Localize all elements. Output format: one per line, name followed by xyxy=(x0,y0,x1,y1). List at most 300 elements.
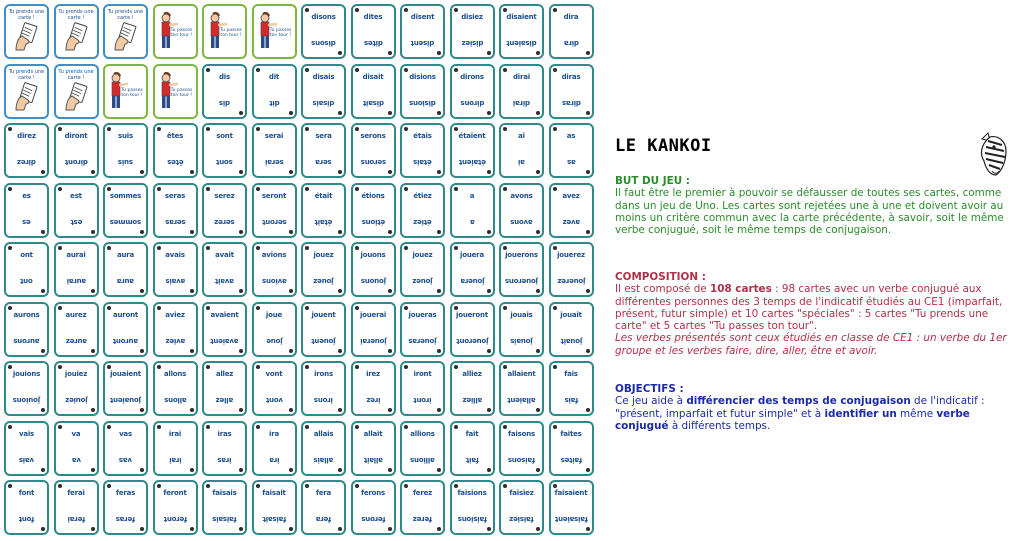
verb-card[interactable] xyxy=(351,242,396,297)
verb-label-flipped: dira xyxy=(563,39,579,47)
special-label: Tu passes ton tour ! xyxy=(170,28,193,38)
corner-dot xyxy=(305,246,309,250)
corner-dot xyxy=(157,187,161,191)
verb-label: faisons xyxy=(508,429,535,438)
corner-dot xyxy=(305,8,309,12)
verb-card[interactable] xyxy=(549,361,594,416)
verb-label: faisaient xyxy=(554,489,588,497)
verb-label-flipped: jouions xyxy=(12,396,41,404)
verb-label: es xyxy=(22,191,31,200)
corner-dot xyxy=(8,246,12,250)
verb-card[interactable] xyxy=(252,123,297,178)
verb-card[interactable] xyxy=(4,361,49,416)
corner-dot xyxy=(437,468,441,472)
special-label: Tu prends une carte ! xyxy=(8,68,45,81)
verb-card[interactable] xyxy=(450,4,495,59)
corner-dot xyxy=(190,349,194,353)
special-label: Tu passes ton tour ! xyxy=(269,28,292,38)
verb-card[interactable] xyxy=(202,64,247,119)
corner-dot xyxy=(8,365,12,369)
corner-dot xyxy=(190,289,194,293)
verb-card[interactable] xyxy=(202,480,247,535)
corner-dot xyxy=(305,425,309,429)
verb-card[interactable] xyxy=(103,123,148,178)
corner-dot xyxy=(107,187,111,191)
corner-dot xyxy=(338,408,342,412)
special-card-take[interactable] xyxy=(4,4,49,59)
verb-card[interactable] xyxy=(549,242,594,297)
special-card-pass[interactable] xyxy=(153,64,198,119)
verb-label: ont xyxy=(20,251,33,259)
verb-label-flipped: êtes xyxy=(166,158,184,166)
corner-dot xyxy=(355,68,359,72)
composition-heading: COMPOSITION : xyxy=(615,271,706,283)
verb-card[interactable] xyxy=(4,480,49,535)
corner-dot xyxy=(206,484,210,488)
corner-dot xyxy=(256,246,260,250)
corner-dot xyxy=(289,408,293,412)
verb-label: dirons xyxy=(460,72,484,81)
verb-card[interactable] xyxy=(301,64,346,119)
verb-card[interactable] xyxy=(549,64,594,119)
verb-card[interactable] xyxy=(499,421,544,476)
obj-b2: identifier un xyxy=(824,407,897,420)
composition-p1: Il est composé de xyxy=(615,283,710,296)
corner-dot xyxy=(239,170,243,174)
corner-dot xyxy=(206,365,210,369)
corner-dot xyxy=(289,349,293,353)
verb-card[interactable] xyxy=(54,123,99,178)
corner-dot xyxy=(190,230,194,234)
verb-label-flipped: jouez xyxy=(313,277,334,285)
verb-card[interactable] xyxy=(301,361,346,416)
corner-dot xyxy=(454,187,458,191)
verb-label: allais xyxy=(313,429,334,438)
verb-card[interactable] xyxy=(450,123,495,178)
verb-card[interactable] xyxy=(4,421,49,476)
corner-dot xyxy=(107,484,111,488)
corner-dot xyxy=(239,111,243,115)
verb-card[interactable] xyxy=(351,480,396,535)
corner-dot xyxy=(388,111,392,115)
corner-dot xyxy=(355,187,359,191)
verb-label-flipped: ont xyxy=(20,277,33,285)
verb-card[interactable] xyxy=(450,480,495,535)
corner-dot xyxy=(503,306,507,310)
corner-dot xyxy=(536,408,540,412)
verb-card[interactable] xyxy=(54,361,99,416)
composition-italic: Les verbes présentés sont ceux étudiés en classe de CE1 : un verbe du 1er groupe et les verbes faire, dire, aller, être et avoir. xyxy=(615,332,1007,357)
verb-card[interactable] xyxy=(54,480,99,535)
verb-card[interactable] xyxy=(400,123,445,178)
verb-label: aurons xyxy=(13,310,40,319)
verb-card[interactable] xyxy=(400,361,445,416)
verb-label: disais xyxy=(312,72,335,81)
stop-person-icon xyxy=(257,12,279,52)
verb-label-flipped: irez xyxy=(366,396,380,404)
verb-label-flipped: faisais xyxy=(212,515,237,523)
verb-label: feras xyxy=(115,489,136,497)
verb-label-flipped: allons xyxy=(163,396,187,404)
verb-label: allions xyxy=(410,429,435,438)
verb-card[interactable] xyxy=(153,242,198,297)
verb-label: jouera xyxy=(460,251,484,259)
verb-card[interactable] xyxy=(202,242,247,297)
verb-card[interactable] xyxy=(549,183,594,238)
corner-dot xyxy=(58,425,62,429)
corner-dot xyxy=(338,468,342,472)
verb-card[interactable] xyxy=(54,302,99,357)
corner-dot xyxy=(8,127,12,131)
corner-dot xyxy=(586,408,590,412)
corner-dot xyxy=(404,365,408,369)
verb-card[interactable] xyxy=(499,64,544,119)
verb-label-flipped: ai xyxy=(518,158,525,166)
zebra-icon xyxy=(972,131,1012,177)
verb-card[interactable] xyxy=(153,480,198,535)
verb-card[interactable] xyxy=(202,421,247,476)
verb-label: ferons xyxy=(360,489,385,497)
verb-card[interactable] xyxy=(153,183,198,238)
corner-dot xyxy=(157,246,161,250)
corner-dot xyxy=(355,365,359,369)
verb-card[interactable] xyxy=(301,242,346,297)
corner-dot xyxy=(239,408,243,412)
verb-label-flipped: joue xyxy=(265,336,283,345)
verb-card[interactable] xyxy=(351,302,396,357)
verb-card[interactable] xyxy=(351,123,396,178)
verb-label: vas xyxy=(119,429,132,438)
verb-label: disions xyxy=(409,72,436,81)
verb-label: irai xyxy=(168,429,182,438)
verb-card[interactable] xyxy=(153,361,198,416)
verb-label-flipped: font xyxy=(18,515,35,523)
verb-card[interactable] xyxy=(450,361,495,416)
corner-dot xyxy=(586,230,590,234)
verb-label-flipped: ira xyxy=(269,455,279,464)
corner-dot xyxy=(91,349,95,353)
verb-label-flipped: sera xyxy=(315,158,332,166)
verb-card[interactable] xyxy=(400,421,445,476)
corner-dot xyxy=(256,187,260,191)
verb-label-flipped: allaient xyxy=(507,396,536,404)
stop-person-icon xyxy=(207,12,229,52)
verb-card[interactable] xyxy=(252,361,297,416)
special-card-take[interactable] xyxy=(54,4,99,59)
verb-label: avions xyxy=(261,251,287,259)
corner-dot xyxy=(338,170,342,174)
verb-card[interactable] xyxy=(54,421,99,476)
corner-dot xyxy=(388,230,392,234)
verb-label: direz xyxy=(17,132,36,140)
corner-dot xyxy=(487,349,491,353)
special-card-take[interactable] xyxy=(54,64,99,119)
verb-label-flipped: aurai xyxy=(66,277,86,285)
verb-label-flipped: seras xyxy=(164,217,186,226)
verb-card[interactable] xyxy=(549,4,594,59)
verb-card[interactable] xyxy=(400,183,445,238)
composition-section xyxy=(615,271,1010,357)
special-label: Tu passes ton tour ! xyxy=(121,87,143,98)
corner-dot xyxy=(388,468,392,472)
corner-dot xyxy=(289,468,293,472)
verb-card[interactable] xyxy=(549,421,594,476)
verb-card[interactable] xyxy=(54,242,99,297)
verb-label: jouaient xyxy=(110,370,141,378)
verb-card[interactable] xyxy=(4,183,49,238)
corner-dot xyxy=(239,527,243,531)
verb-label-flipped: ferai xyxy=(67,515,85,523)
corner-dot xyxy=(190,170,194,174)
verb-label-flipped: ferons xyxy=(361,515,386,523)
corner-dot xyxy=(8,187,12,191)
corner-dot xyxy=(503,484,507,488)
verb-card[interactable] xyxy=(301,421,346,476)
corner-dot xyxy=(536,468,540,472)
corner-dot xyxy=(58,246,62,250)
verb-label-flipped: étiez xyxy=(413,217,432,226)
verb-label-flipped: allait xyxy=(363,455,383,464)
card-grid xyxy=(4,4,604,537)
corner-dot xyxy=(190,468,194,472)
verb-card[interactable] xyxy=(202,361,247,416)
verb-card[interactable] xyxy=(103,480,148,535)
verb-card[interactable] xyxy=(301,183,346,238)
verb-card[interactable] xyxy=(103,421,148,476)
verb-card[interactable] xyxy=(499,242,544,297)
verb-label-flipped: feront xyxy=(163,515,187,523)
verb-label-flipped: suis xyxy=(118,158,133,166)
verb-card[interactable] xyxy=(252,64,297,119)
verb-label-flipped: vais xyxy=(18,455,35,464)
verb-label-flipped: disais xyxy=(312,98,335,107)
corner-dot xyxy=(157,365,161,369)
verb-label-flipped: dit xyxy=(268,98,280,107)
verb-card[interactable] xyxy=(499,183,544,238)
verb-card[interactable] xyxy=(400,242,445,297)
verb-card[interactable] xyxy=(252,183,297,238)
verb-label-flipped: avait xyxy=(215,277,234,285)
verb-card[interactable] xyxy=(103,361,148,416)
corner-dot xyxy=(239,230,243,234)
special-card-pass[interactable] xyxy=(103,64,148,119)
corner-dot xyxy=(338,230,342,234)
special-card-pass[interactable] xyxy=(202,4,247,59)
verb-card[interactable] xyxy=(252,480,297,535)
special-label: Tu prends une carte ! xyxy=(58,9,94,21)
verb-label-flipped: avons xyxy=(510,217,533,226)
corner-dot xyxy=(404,306,408,310)
verb-label-flipped: jouera xyxy=(460,277,484,285)
verb-card[interactable] xyxy=(450,64,495,119)
corner-dot xyxy=(503,425,507,429)
verb-label: fera xyxy=(315,489,332,497)
obj-b1: différencier des temps de conjugaison xyxy=(686,395,911,408)
verb-card[interactable] xyxy=(252,421,297,476)
verb-card[interactable] xyxy=(301,480,346,535)
verb-card[interactable] xyxy=(400,64,445,119)
verb-card[interactable] xyxy=(400,480,445,535)
verb-card[interactable] xyxy=(450,183,495,238)
verb-card[interactable] xyxy=(351,361,396,416)
special-label: Tu passes ton tour ! xyxy=(170,87,193,98)
corner-dot xyxy=(206,246,210,250)
verb-card[interactable] xyxy=(549,123,594,178)
verb-card[interactable] xyxy=(450,242,495,297)
verb-label: jouerai xyxy=(359,310,387,319)
verb-label: jouais xyxy=(510,310,533,319)
verb-label: disaient xyxy=(506,13,537,21)
verb-label: jouerons xyxy=(505,251,538,259)
verb-card[interactable] xyxy=(103,242,148,297)
verb-label-flipped: vas xyxy=(119,455,132,464)
objectifs-section xyxy=(615,383,1010,432)
verb-label: irons xyxy=(314,370,333,378)
verb-card[interactable] xyxy=(4,123,49,178)
special-card-take[interactable] xyxy=(103,4,148,59)
corner-dot xyxy=(256,68,260,72)
verb-label-flipped: étions xyxy=(361,217,385,226)
verb-card[interactable] xyxy=(202,123,247,178)
corner-dot xyxy=(388,408,392,412)
corner-dot xyxy=(206,425,210,429)
verb-card[interactable] xyxy=(301,4,346,59)
verb-card[interactable] xyxy=(499,302,544,357)
verb-label: sont xyxy=(216,132,233,140)
verb-card[interactable] xyxy=(202,183,247,238)
verb-card[interactable] xyxy=(301,123,346,178)
corner-dot xyxy=(305,127,309,131)
verb-card[interactable] xyxy=(400,302,445,357)
verb-label: aviez xyxy=(165,310,185,319)
corner-dot xyxy=(454,246,458,250)
composition-text xyxy=(615,283,1010,332)
verb-label: jouez xyxy=(412,251,433,259)
corner-dot xyxy=(140,289,144,293)
corner-dot xyxy=(289,111,293,115)
corner-dot xyxy=(388,527,392,531)
corner-dot xyxy=(107,365,111,369)
verb-card[interactable] xyxy=(301,302,346,357)
verb-card[interactable] xyxy=(450,421,495,476)
verb-label: aurez xyxy=(65,310,87,319)
verb-label-flipped: aura xyxy=(116,277,135,285)
verb-card[interactable] xyxy=(252,302,297,357)
corner-dot xyxy=(536,349,540,353)
verb-label-flipped: iront xyxy=(413,396,432,404)
verb-card[interactable] xyxy=(153,123,198,178)
verb-label: disiez xyxy=(461,13,483,21)
composition-bold: 108 cartes xyxy=(709,283,772,296)
verb-card[interactable] xyxy=(103,183,148,238)
verb-card[interactable] xyxy=(499,123,544,178)
verb-label: allez xyxy=(215,370,234,378)
verb-label: allaient xyxy=(507,370,536,378)
corner-dot xyxy=(487,111,491,115)
corner-dot xyxy=(437,527,441,531)
verb-label-flipped: va xyxy=(71,455,81,464)
verb-label: dis xyxy=(219,72,230,81)
verb-label: disent xyxy=(410,13,435,21)
verb-label-flipped: allions xyxy=(410,455,435,464)
corner-dot xyxy=(140,468,144,472)
verb-label: faisait xyxy=(262,489,286,497)
corner-dot xyxy=(437,349,441,353)
verb-card[interactable] xyxy=(351,421,396,476)
verb-card[interactable] xyxy=(450,302,495,357)
verb-label-flipped: dis xyxy=(219,98,230,107)
but-text: Il faut être le premier à pouvoir se défausser de toutes ses cartes, comme dans un jeu de Uno. Les cartes sont rejetées une à une et doivent avoir au moins un critère commun avec la carte précédente, à savoir, soit le même verbe conjugué, soit le même temps de conjugaison. xyxy=(615,187,1004,237)
corner-dot xyxy=(206,127,210,131)
verb-label-flipped: allez xyxy=(215,396,234,404)
verb-card[interactable] xyxy=(549,302,594,357)
verb-label: jouez xyxy=(313,251,334,259)
hand-card-icon xyxy=(109,20,143,54)
verb-label: dira xyxy=(563,13,579,21)
verb-label-flipped: jouons xyxy=(360,277,386,285)
verb-card[interactable] xyxy=(54,183,99,238)
verb-label: feront xyxy=(163,489,187,497)
verb-label: faisais xyxy=(212,489,237,497)
corner-dot xyxy=(256,306,260,310)
verb-card[interactable] xyxy=(202,302,247,357)
special-card-pass[interactable] xyxy=(153,4,198,59)
corner-dot xyxy=(256,425,260,429)
verb-label: sera xyxy=(315,132,332,140)
verb-card[interactable] xyxy=(499,361,544,416)
verb-card[interactable] xyxy=(252,242,297,297)
verb-card[interactable] xyxy=(351,4,396,59)
verb-label-flipped: serai xyxy=(264,158,284,166)
verb-label: serons xyxy=(360,132,386,140)
special-card-take[interactable] xyxy=(4,64,49,119)
verb-card[interactable] xyxy=(499,4,544,59)
corner-dot xyxy=(536,170,540,174)
corner-dot xyxy=(41,170,45,174)
verb-card[interactable] xyxy=(549,480,594,535)
verb-label-flipped: disions xyxy=(409,98,436,107)
verb-label: font xyxy=(18,489,35,497)
corner-dot xyxy=(388,170,392,174)
corner-dot xyxy=(454,425,458,429)
corner-dot xyxy=(206,187,210,191)
verb-label: était xyxy=(314,191,333,200)
verb-label-flipped: jouaient xyxy=(110,396,141,404)
verb-label: sommes xyxy=(109,191,142,200)
verb-label-flipped: était xyxy=(314,217,333,226)
verb-label-flipped: sommes xyxy=(109,217,142,226)
verb-label: joueras xyxy=(408,310,437,319)
corner-dot xyxy=(454,484,458,488)
verb-card[interactable] xyxy=(4,242,49,297)
verb-card[interactable] xyxy=(400,4,445,59)
verb-card[interactable] xyxy=(351,64,396,119)
verb-card[interactable] xyxy=(153,421,198,476)
verb-card[interactable] xyxy=(153,302,198,357)
verb-card[interactable] xyxy=(499,480,544,535)
verb-label-flipped: faisons xyxy=(508,455,535,464)
corner-dot xyxy=(388,349,392,353)
verb-label: dirai xyxy=(513,72,530,81)
verb-card[interactable] xyxy=(351,183,396,238)
verb-label: faites xyxy=(560,429,582,438)
verb-label-flipped: étais xyxy=(413,158,432,166)
special-card-pass[interactable] xyxy=(252,4,297,59)
corner-dot xyxy=(586,527,590,531)
verb-card[interactable] xyxy=(103,302,148,357)
verb-card[interactable] xyxy=(4,302,49,357)
corner-dot xyxy=(503,365,507,369)
